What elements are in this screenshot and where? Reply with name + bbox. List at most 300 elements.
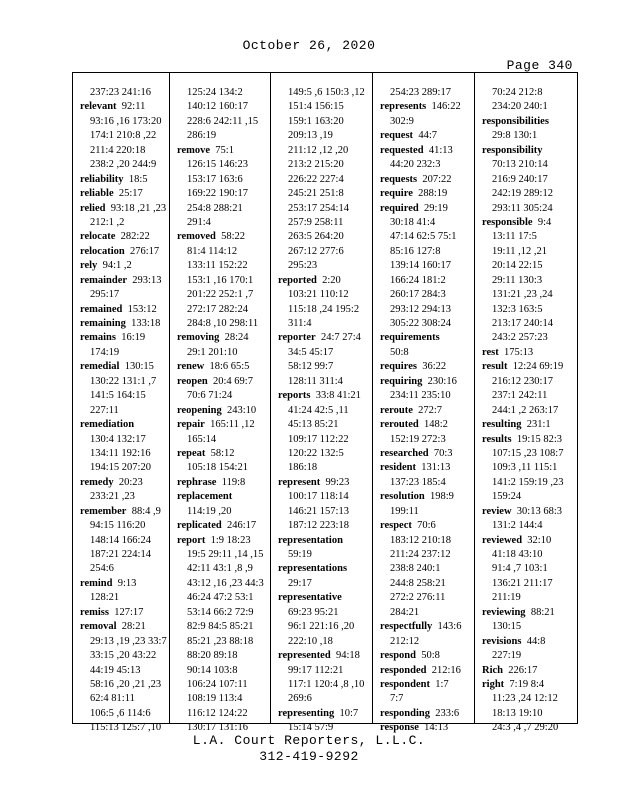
index-page-refs: 228:6 242:11 ,15 <box>187 115 259 127</box>
index-continuation <box>380 635 474 649</box>
index-headword: responsibilities <box>482 115 549 127</box>
index-page-refs: 131:21 ,23 ,24 <box>492 289 553 301</box>
index-page-refs: 207:22 <box>422 173 452 185</box>
index-continuation <box>278 144 372 158</box>
index-page-refs: 159:24 <box>492 491 522 503</box>
index-continuation <box>482 288 572 302</box>
index-continuation <box>482 692 572 706</box>
index-page-refs: 46:24 47:2 53:1 <box>187 592 254 604</box>
index-continuation <box>482 519 572 533</box>
index-page-refs: 36:22 <box>422 361 447 373</box>
index-continuation <box>278 187 372 201</box>
index-headword: review <box>482 505 512 517</box>
index-continuation <box>380 158 474 172</box>
index-headword: relied <box>80 202 106 214</box>
index-entry <box>380 173 474 187</box>
index-page-refs: 153:1 ,16 170:1 <box>187 274 254 286</box>
index-continuation <box>177 562 270 576</box>
index-headword: replacement <box>177 491 233 503</box>
index-page-refs: 286:19 <box>187 130 217 142</box>
index-page-refs: 183:12 210:18 <box>390 534 451 546</box>
index-page-refs: 201:22 252:1 ,7 <box>187 289 254 301</box>
index-entry <box>380 129 474 143</box>
index-continuation <box>482 202 572 216</box>
index-headword: remove <box>177 144 211 156</box>
index-continuation <box>80 86 176 100</box>
index-page-refs: 30:13 68:3 <box>516 505 563 517</box>
index-page-refs: 58:16 ,20 ,21 ,23 <box>90 678 162 690</box>
index-page-refs: 263:5 264:20 <box>288 231 344 243</box>
index-headword: results <box>482 433 512 445</box>
index-page-refs: 130:22 131:1 ,7 <box>90 375 157 387</box>
index-page-refs: 93:18 ,21 ,23 <box>110 202 167 214</box>
index-page-refs: 288:19 <box>418 188 448 200</box>
index-page-refs: 114:19 ,20 <box>187 505 232 517</box>
index-page-refs: 94:18 <box>335 650 360 662</box>
index-continuation <box>278 692 372 706</box>
index-entry <box>380 100 474 114</box>
index-page-refs: 99:23 <box>325 476 350 488</box>
index-page-refs: 2:20 <box>322 274 341 286</box>
index-continuation <box>380 476 474 490</box>
index-continuation <box>482 86 572 100</box>
index-headword: responsibility <box>482 144 543 156</box>
index-page-refs: 82:9 84:5 85:21 <box>187 621 254 633</box>
header-date: October 26, 2020 <box>242 38 376 53</box>
index-page-refs: 226:22 227:4 <box>288 173 344 185</box>
index-page-refs: 70:3 <box>433 447 453 459</box>
index-continuation <box>278 433 372 447</box>
index-continuation <box>177 707 270 721</box>
index-page-refs: 230:16 <box>427 375 457 387</box>
index-headword: requires <box>380 361 417 373</box>
index-continuation <box>278 620 372 634</box>
index-continuation <box>80 375 176 389</box>
index-page-refs: 186:18 <box>288 462 318 474</box>
index-headword: represents <box>380 101 427 113</box>
index-entry <box>177 230 270 244</box>
index-continuation <box>482 562 572 576</box>
index-entry <box>177 375 270 389</box>
index-page-refs: 295:23 <box>288 260 318 272</box>
index-continuation <box>80 548 176 562</box>
index-page-refs: 70:13 210:14 <box>492 159 548 171</box>
index-page-refs: 169:22 190:17 <box>187 188 248 200</box>
index-continuation <box>380 606 474 620</box>
index-page-refs: 295:17 <box>90 289 120 301</box>
index-entry <box>177 534 270 548</box>
index-headword: repeat <box>177 447 206 459</box>
index-continuation <box>80 649 176 663</box>
index-continuation <box>278 346 372 360</box>
index-headword: represent <box>278 476 321 488</box>
index-entry <box>278 649 372 663</box>
index-entry <box>380 202 474 216</box>
index-page-refs: 109:17 112:22 <box>288 433 349 445</box>
index-continuation <box>278 216 372 230</box>
index-continuation <box>482 461 572 475</box>
index-page-refs: 293:13 <box>132 274 162 286</box>
index-page-refs: 88:20 89:18 <box>187 650 238 662</box>
index-page-refs: 133:11 152:22 <box>187 260 248 272</box>
index-continuation <box>482 707 572 721</box>
index-continuation <box>177 158 270 172</box>
index-continuation <box>380 389 474 403</box>
index-page-refs: 9:4 <box>537 216 552 228</box>
index-continuation <box>177 649 270 663</box>
index-headword: right <box>482 678 505 690</box>
index-page-refs: 106:24 107:11 <box>187 678 248 690</box>
index-continuation <box>278 317 372 331</box>
index-headword: reopening <box>177 404 222 416</box>
index-entry <box>80 606 176 620</box>
index-entry <box>482 144 572 158</box>
index-headword: remember <box>80 505 127 517</box>
index-headword: researched <box>380 447 429 459</box>
index-page-refs: 212:16 <box>431 664 461 676</box>
index-page-refs: 213:17 240:14 <box>492 318 553 329</box>
index-headword: revisions <box>482 635 522 647</box>
index-continuation <box>278 678 372 692</box>
index-entry <box>278 274 372 288</box>
index-continuation <box>278 230 372 244</box>
index-page-refs: 19:15 82:3 <box>516 433 563 445</box>
index-continuation <box>177 577 270 591</box>
index-continuation <box>278 418 372 432</box>
index-entry <box>80 418 176 432</box>
index-page-refs: 18:13 19:10 <box>492 707 543 719</box>
index-entry <box>482 418 572 432</box>
index-continuation <box>482 187 572 201</box>
index-page-refs: 237:23 241:16 <box>90 87 151 98</box>
index-page-refs: 29:17 <box>288 577 312 589</box>
index-continuation <box>278 635 372 649</box>
index-headword: respectfully <box>380 621 433 633</box>
index-page-refs: 213:2 215:20 <box>288 159 344 171</box>
index-continuation <box>177 505 270 519</box>
index-page-refs: 70:6 <box>417 520 436 532</box>
index-headword: representations <box>278 563 348 575</box>
index-page-refs: 44:7 <box>418 130 437 142</box>
index-page-refs: 260:17 284:3 <box>390 289 446 301</box>
footer-phone: 312-419-9292 <box>259 749 359 764</box>
index-entry <box>380 375 474 389</box>
index-page-refs: 134:11 192:16 <box>90 447 151 459</box>
index-continuation <box>482 274 572 288</box>
index-continuation <box>177 635 270 649</box>
index-entry <box>80 505 176 519</box>
index-continuation <box>177 389 270 403</box>
index-continuation <box>177 548 270 562</box>
index-entry <box>80 245 176 259</box>
index-page-refs: 99:17 112:21 <box>288 664 344 676</box>
index-continuation <box>278 360 372 374</box>
index-page-refs: 33:8 41:21 <box>315 390 361 402</box>
index-continuation <box>80 129 176 143</box>
index-entry <box>380 360 474 374</box>
index-entry <box>177 490 270 504</box>
index-page-refs: 90:14 103:8 <box>187 664 238 676</box>
index-page-refs: 103:21 110:12 <box>288 289 349 301</box>
index-continuation <box>380 591 474 605</box>
index-continuation <box>482 158 572 172</box>
index-continuation <box>278 548 372 562</box>
index-page-refs: 146:22 <box>431 101 461 113</box>
index-continuation <box>482 100 572 114</box>
index-continuation <box>177 591 270 605</box>
index-continuation <box>278 461 372 475</box>
index-headword: remiss <box>80 606 109 618</box>
index-entry <box>482 505 572 519</box>
index-page-refs: 9:13 <box>117 577 137 589</box>
index-continuation <box>80 404 176 418</box>
index-entry <box>80 303 176 317</box>
index-headword: relevant <box>80 101 117 113</box>
index-continuation <box>80 461 176 475</box>
index-page-refs: 216:9 240:17 <box>492 173 548 185</box>
index-page-refs: 174:19 <box>90 346 120 358</box>
index-continuation <box>177 346 270 360</box>
index-continuation <box>278 375 372 389</box>
index-page-refs: 13:11 17:5 <box>492 231 537 243</box>
index-page-refs: 115:18 ,24 195:2 <box>288 303 360 315</box>
index-continuation <box>278 519 372 533</box>
index-headword: respond <box>380 650 416 662</box>
index-page-refs: 53:14 66:2 72:9 <box>187 606 254 618</box>
index-page-refs: 132:3 163:5 <box>492 303 543 315</box>
index-page-refs: 44:20 232:3 <box>390 159 441 171</box>
index-entry <box>177 519 270 533</box>
index-entry <box>80 173 176 187</box>
index-page-refs: 257:9 258:11 <box>288 216 344 228</box>
index-continuation <box>177 288 270 302</box>
index-continuation <box>177 115 270 129</box>
index-entry <box>482 534 572 548</box>
index-entry <box>380 331 474 345</box>
index-continuation <box>80 389 176 403</box>
index-page-refs: 293:12 294:13 <box>390 303 451 315</box>
index-continuation <box>177 202 270 216</box>
index-continuation <box>380 274 474 288</box>
index-entry <box>380 404 474 418</box>
index-page-refs: 238:2 ,20 244:9 <box>90 159 157 171</box>
index-page-refs: 50:8 <box>390 346 409 358</box>
index-continuation <box>380 346 474 360</box>
index-entry <box>380 664 474 678</box>
index-page-refs: 209:13 ,19 <box>288 130 333 142</box>
index-continuation <box>177 187 270 201</box>
index-continuation <box>80 490 176 504</box>
index-continuation <box>278 606 372 620</box>
index-continuation <box>177 245 270 259</box>
index-headword: reroute <box>380 404 413 416</box>
index-continuation <box>482 577 572 591</box>
index-page-refs: 62:4 81:11 <box>90 693 135 705</box>
index-page-refs: 222:10 ,18 <box>288 635 333 647</box>
index-continuation <box>482 331 572 345</box>
index-continuation <box>177 317 270 331</box>
index-page-refs: 243:2 257:23 <box>492 332 548 344</box>
index-entry <box>278 707 372 721</box>
index-page-refs: 159:1 163:20 <box>288 115 344 127</box>
index-page-refs: 106:5 ,6 114:6 <box>90 707 151 719</box>
index-page-refs: 58:12 <box>210 447 235 459</box>
index-entry <box>482 678 572 692</box>
index-page-refs: 130:15 <box>124 361 154 373</box>
index-continuation <box>482 404 572 418</box>
index-entry <box>380 418 474 432</box>
index-entry <box>380 649 474 663</box>
index-headword: representation <box>278 534 343 546</box>
index-page-refs: 41:24 42:5 ,11 <box>288 404 349 416</box>
index-page-refs: 243:10 <box>226 404 257 416</box>
index-page-refs: 58:22 <box>221 231 246 243</box>
index-continuation <box>482 317 572 331</box>
index-page-refs: 216:12 230:17 <box>492 375 553 387</box>
index-page-refs: 43:12 ,16 ,23 44:3 <box>187 577 264 589</box>
index-continuation <box>380 433 474 447</box>
index-page-refs: 199:11 <box>390 505 419 517</box>
index-page-refs: 254:8 288:21 <box>187 202 243 214</box>
index-headword: renew <box>177 361 205 373</box>
index-page-refs: 140:12 160:17 <box>187 101 248 113</box>
index-page-refs: 94:15 116:20 <box>90 520 146 532</box>
index-continuation <box>177 100 270 114</box>
index-page-refs: 119:8 <box>221 476 246 488</box>
index-headword: represented <box>278 650 331 662</box>
index-continuation <box>482 476 572 490</box>
index-page-refs: 187:21 224:14 <box>90 549 151 560</box>
index-page-refs: 253:17 254:14 <box>288 202 349 214</box>
index-entry <box>278 476 372 490</box>
index-headword: remains <box>80 332 116 344</box>
index-page-refs: 211:24 237:12 <box>390 549 451 560</box>
index-page-refs: 153:17 163:6 <box>187 173 243 185</box>
index-page-refs: 28:21 <box>121 621 146 633</box>
index-entry <box>80 100 176 114</box>
index-headword: reported <box>278 274 317 286</box>
index-headword: rest <box>482 346 499 358</box>
index-page-refs: 20:4 69:7 <box>212 375 253 387</box>
index-column <box>80 86 176 736</box>
index-page-refs: 34:5 45:17 <box>288 346 334 358</box>
index-headword: remedy <box>80 476 114 488</box>
index-continuation <box>278 577 372 591</box>
footer-company: L.A. Court Reporters, L.L.C. <box>192 733 426 748</box>
index-continuation <box>482 649 572 663</box>
index-page-refs: 152:19 272:3 <box>390 433 446 445</box>
index-headword: requested <box>380 144 424 156</box>
index-continuation <box>80 707 176 721</box>
index-page-refs: 59:19 <box>288 549 312 560</box>
index-page-refs: 128:11 311:4 <box>288 375 343 387</box>
index-page-refs: 85:21 ,23 88:18 <box>187 635 254 647</box>
index-page-refs: 284:21 <box>390 606 420 618</box>
index-page-refs: 88:21 <box>530 606 555 618</box>
index-page-refs: 245:21 251:8 <box>288 188 344 200</box>
index-entry <box>278 389 372 403</box>
index-continuation <box>278 505 372 519</box>
index-continuation <box>380 230 474 244</box>
index-continuation <box>177 461 270 475</box>
index-headword: responsible <box>482 216 533 228</box>
index-headword: resident <box>380 462 416 474</box>
index-entry <box>80 274 176 288</box>
index-page-refs: 69:23 95:21 <box>288 606 339 618</box>
index-page-refs: 107:15 ,23 108:7 <box>492 447 564 459</box>
index-page-refs: 131:2 144:4 <box>492 520 543 532</box>
index-entry <box>380 187 474 201</box>
index-headword: reviewed <box>482 534 523 546</box>
index-page-refs: 18:6 65:5 <box>209 361 250 373</box>
index-page-refs: 125:24 134:2 <box>187 87 243 98</box>
index-continuation <box>482 591 572 605</box>
index-entry <box>482 115 572 129</box>
index-headword: removing <box>177 332 220 344</box>
index-page-refs: 116:12 124:22 <box>187 707 248 719</box>
index-entry <box>80 331 176 345</box>
index-page-refs: 198:9 <box>429 491 454 503</box>
index-continuation <box>278 158 372 172</box>
index-page-refs: 12:24 69:19 <box>512 361 564 373</box>
index-continuation <box>278 259 372 273</box>
index-entry <box>177 360 270 374</box>
index-entry <box>380 707 474 721</box>
index-continuation <box>177 86 270 100</box>
index-page-refs: 29:11 130:3 <box>492 274 543 286</box>
index-continuation <box>482 129 572 143</box>
index-continuation <box>278 490 372 504</box>
index-headword: respondent <box>380 678 430 690</box>
index-headword: reliable <box>80 188 114 200</box>
index-headword: rerouted <box>380 419 419 431</box>
index-column <box>372 73 474 734</box>
index-page-refs: 302:9 <box>390 115 414 127</box>
index-headword: resulting <box>482 419 522 431</box>
index-continuation <box>80 346 176 360</box>
index-headword: replicated <box>177 520 222 532</box>
index-headword: remedial <box>80 361 120 373</box>
index-page-refs: 94:1 ,2 <box>102 260 132 272</box>
index-headword: Rich <box>482 664 503 676</box>
index-headword: responding <box>380 707 430 719</box>
index-page-refs: 44:8 <box>526 635 546 647</box>
index-headword: reports <box>278 390 311 402</box>
index-page-refs: 29:13 ,19 ,23 33:7 <box>90 635 167 647</box>
index-page-refs: 130:17 131:16 <box>187 722 248 734</box>
index-continuation <box>380 317 474 331</box>
index-continuation <box>380 245 474 259</box>
index-continuation <box>380 577 474 591</box>
index-continuation <box>80 534 176 548</box>
index-headword: reliability <box>80 173 124 185</box>
index-continuation <box>80 664 176 678</box>
index-headword: resolution <box>380 491 425 503</box>
index-page-refs: 187:12 223:18 <box>288 520 349 532</box>
index-continuation <box>278 447 372 461</box>
index-headword: remained <box>80 303 123 315</box>
index-page-refs: 14:13 <box>424 722 449 734</box>
index-page-refs: 24:3 ,4 ,7 29:20 <box>492 722 559 734</box>
index-page-refs: 284:8 ,10 298:11 <box>187 318 259 329</box>
index-continuation <box>482 230 572 244</box>
index-entry <box>177 404 270 418</box>
index-entry <box>80 187 176 201</box>
index-page-refs: 148:2 <box>423 419 448 431</box>
index-headword: removal <box>80 621 117 633</box>
index-continuation <box>380 505 474 519</box>
index-continuation <box>278 100 372 114</box>
